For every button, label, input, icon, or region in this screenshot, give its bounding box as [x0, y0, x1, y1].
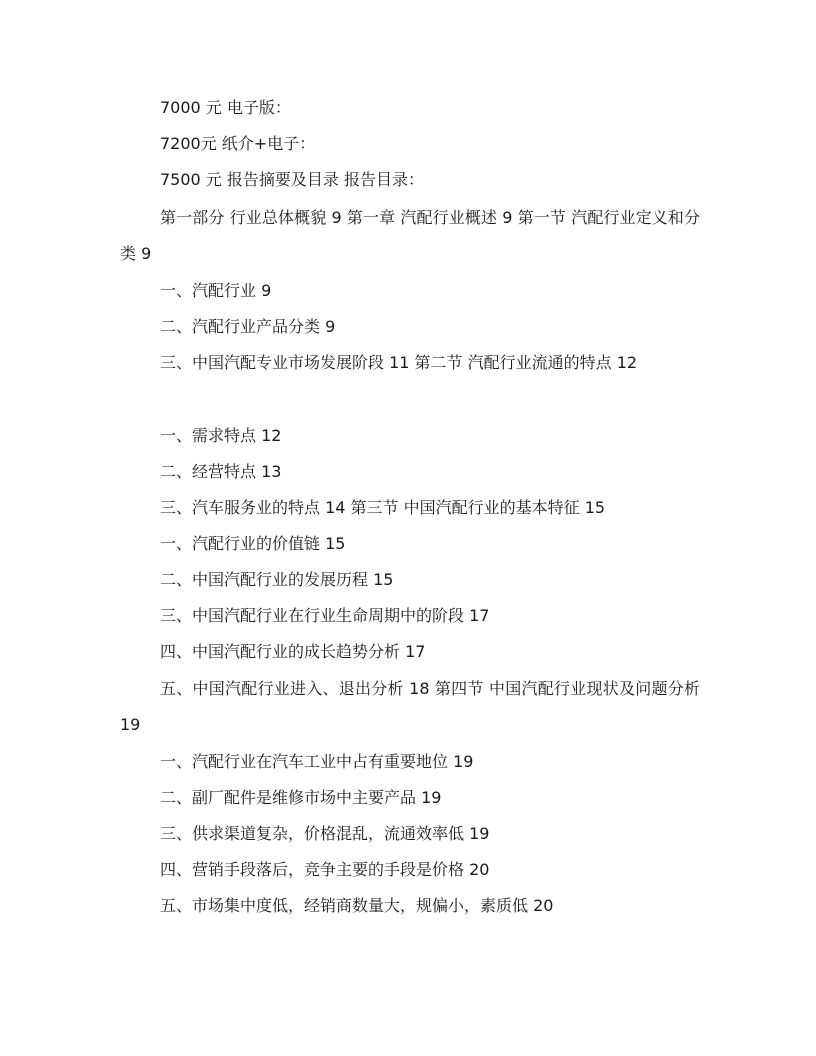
toc-item: 五、市场集中度低，经销商数量大，规偏小，素质低 20	[160, 896, 554, 915]
toc-item: 二、汽配行业产品分类 9	[160, 317, 336, 336]
toc-item: 三、供求渠道复杂，价格混乱，流通效率低 19	[160, 824, 490, 843]
toc-item: 五、中国汽配行业进入、退出分析 18 第四节 中国汽配行业现状及问题分析 19	[120, 679, 700, 734]
toc-item: 四、营销手段落后，竞争主要的手段是价格 20	[160, 860, 490, 879]
price-line-summary: 7500 元 报告摘要及目录 报告目录：	[160, 170, 424, 189]
toc-item: 三、汽车服务业的特点 14 第三节 中国汽配行业的基本特征 15	[160, 498, 606, 517]
toc-item: 四、中国汽配行业的成长趋势分析 17	[160, 642, 426, 661]
price-line-paper-digital: 7200元 纸介+电子：	[160, 134, 316, 153]
toc-item: 三、中国汽配行业在行业生命周期中的阶段 17	[160, 606, 490, 625]
price-line-digital: 7000 元 电子版：	[160, 98, 291, 117]
toc-item: 一、需求特点 12	[160, 426, 282, 445]
toc-item: 二、经营特点 13	[160, 462, 282, 481]
toc-item: 三、中国汽配专业市场发展阶段 11 第二节 汽配行业流通的特点 12	[160, 353, 638, 372]
toc-item: 二、中国汽配行业的发展历程 15	[160, 570, 394, 589]
toc-item: 一、汽配行业在汽车工业中占有重要地位 19	[160, 752, 474, 771]
toc-part-one: 第一部分 行业总体概貌 9 第一章 汽配行业概述 9 第一节 汽配行业定义和分类 9	[120, 208, 700, 263]
toc-item: 一、汽配行业的价值链 15	[160, 534, 346, 553]
toc-item: 二、副厂配件是维修市场中主要产品 19	[160, 788, 442, 807]
toc-item: 一、汽配行业 9	[160, 281, 272, 300]
